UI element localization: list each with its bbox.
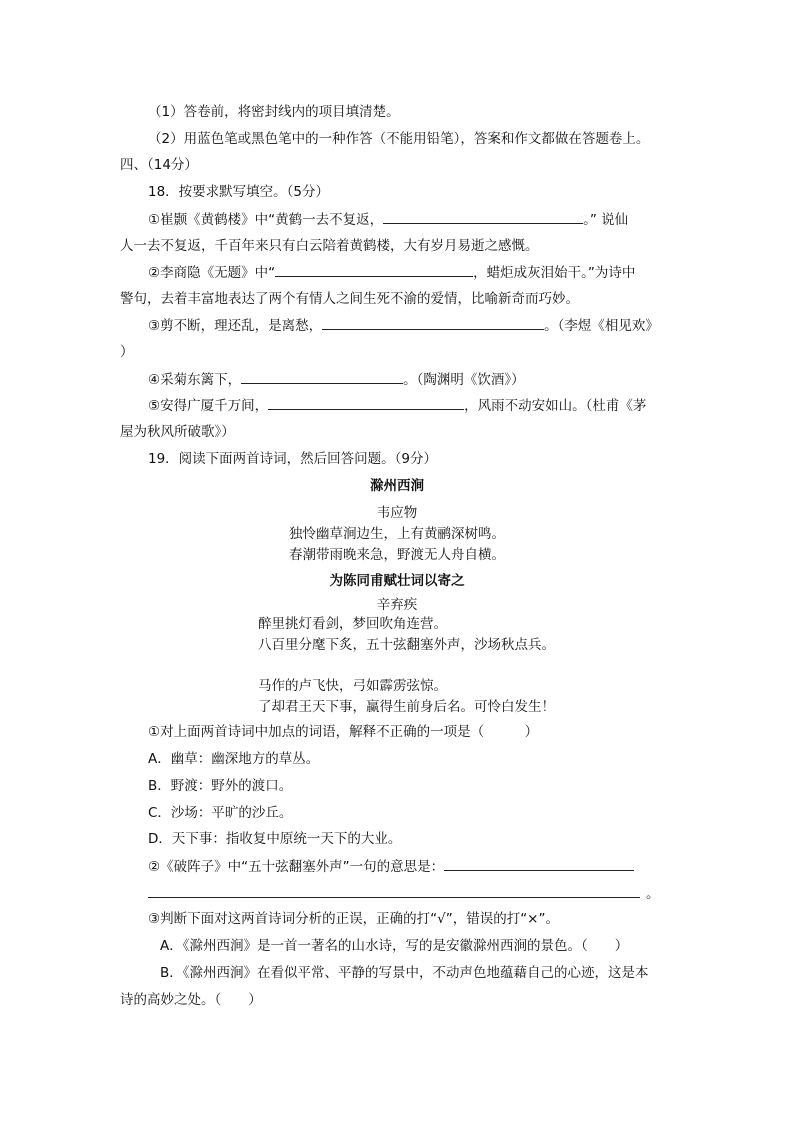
answer-blank[interactable] bbox=[148, 883, 640, 898]
poem1-title: 滁州西涧 bbox=[370, 478, 424, 494]
q19-sub3-b2: 诗的高妙之处。（ ） bbox=[120, 992, 262, 1008]
q19-sub2-line2 bbox=[148, 883, 660, 904]
answer-blank[interactable] bbox=[241, 369, 403, 384]
q18-item4-text-b: 。（陶渊明《饮酒》） bbox=[403, 372, 525, 388]
poem2-line1: 醉里挑灯看剑，梦回吹角连营。 bbox=[258, 616, 447, 632]
q18-item2 bbox=[148, 262, 635, 283]
q18-item4 bbox=[148, 369, 525, 390]
q18-item5 bbox=[148, 395, 646, 416]
q19-sub3-b1: B．《滁州西涧》在看似平常、平静的写景中，不动声色地蕴藉自己的心迹，这是本 bbox=[160, 965, 649, 981]
answer-blank[interactable] bbox=[383, 209, 583, 224]
answer-blank[interactable] bbox=[275, 262, 473, 277]
poem2-author: 辛弃疾 bbox=[376, 597, 418, 613]
q19-sub1-stem: ①对上面两首诗词中加点的词语，解释不正确的一项是（ ） bbox=[148, 724, 539, 740]
q18-item1 bbox=[148, 209, 628, 230]
poem1-line2: 春潮带雨晚来急，野渡无人舟自横。 bbox=[289, 547, 505, 563]
note-2: （2）用蓝色笔或黑色笔中的一种作答（不能用铅笔），答案和作文都做在答题卷上。 bbox=[148, 131, 650, 147]
q18-item1-text-b: 。” 说仙 bbox=[583, 212, 629, 228]
q18-item2-cont: 警句，去着丰富地表达了两个有情人之间生死不渝的爱情，比喻新奇而巧妙。 bbox=[120, 291, 579, 307]
q18-item1-text-a: ①崔颢《黄鹤楼》中“黄鹤一去不复返， bbox=[148, 212, 384, 228]
q18-stem: 18．按要求默写填空。（5分） bbox=[148, 184, 330, 200]
poem2-title: 为陈同甫赋壮词以寄之 bbox=[329, 573, 465, 589]
q19-option-b: B．野渡：野外的渡口。 bbox=[148, 778, 293, 794]
poem2-line2: 八百里分麾下炙，五十弦翻塞外声，沙场秋点兵。 bbox=[258, 637, 555, 653]
q18-item2-text-b: ，蜡炬成灰泪始干。”为诗中 bbox=[473, 265, 636, 281]
q18-item1-cont: 人一去不复返，千百年来只有白云陪着黄鹤楼，大有岁月易逝之感慨。 bbox=[120, 238, 539, 254]
q18-item3-cont: ） bbox=[120, 344, 134, 360]
q19-sub2 bbox=[148, 856, 634, 877]
poem2-line3: 马作的卢飞快，弓如霹雳弦惊。 bbox=[258, 678, 447, 694]
q19-stem: 19．阅读下面两首诗词，然后回答问题。（9分） bbox=[148, 451, 438, 467]
section-title: 四、（14分） bbox=[120, 157, 198, 173]
q18-item2-text-a: ②李商隐《无题》中“ bbox=[148, 265, 276, 281]
note-1: （1）答卷前，将密封线内的项目填清楚。 bbox=[148, 104, 400, 120]
q18-item5-cont: 屋为秋风所破歌》） bbox=[120, 424, 235, 440]
q19-option-a: A．幽草：幽深地方的草丛。 bbox=[148, 751, 320, 767]
q19-option-d: D．天下事：指收复中原统一天下的大业。 bbox=[148, 831, 402, 847]
q18-item4-text-a: ④采菊东篱下， bbox=[148, 372, 242, 388]
q18-item3 bbox=[148, 315, 659, 336]
q19-sub2-end: 。 bbox=[646, 886, 660, 902]
answer-blank[interactable] bbox=[322, 315, 544, 330]
poem2-line4: 了却君王天下事，赢得生前身后名。可怜白发生！ bbox=[258, 699, 555, 715]
poem1-author: 韦应物 bbox=[376, 505, 418, 521]
q19-sub2-stem: ②《破阵子》中“五十弦翻塞外声”一句的意思是： bbox=[148, 859, 445, 875]
q18-item5-text-b: ，风雨不动安如山。（杜甫《茅 bbox=[464, 398, 647, 414]
q19-option-c: C．沙场：平旷的沙丘。 bbox=[148, 805, 293, 821]
q19-sub3-stem: ③判断下面对这两首诗词分析的正误，正确的打“√”，错误的打“×”。 bbox=[148, 911, 559, 927]
q19-sub3-a: A．《滁州西涧》是一首一著名的山水诗，写的是安徽滁州西涧的景色。（ ） bbox=[160, 938, 629, 954]
answer-blank[interactable] bbox=[268, 395, 464, 410]
answer-blank[interactable] bbox=[444, 856, 634, 871]
poem1-line1: 独怜幽草涧边生，上有黄鹂深树鸣。 bbox=[289, 526, 505, 542]
q18-item3-text-a: ③剪不断，理还乱，是离愁， bbox=[148, 318, 323, 334]
q18-item3-text-b: 。（李煜《相见欢》 bbox=[544, 318, 659, 334]
q18-item5-text-a: ⑤安得广厦千万间， bbox=[148, 398, 269, 414]
